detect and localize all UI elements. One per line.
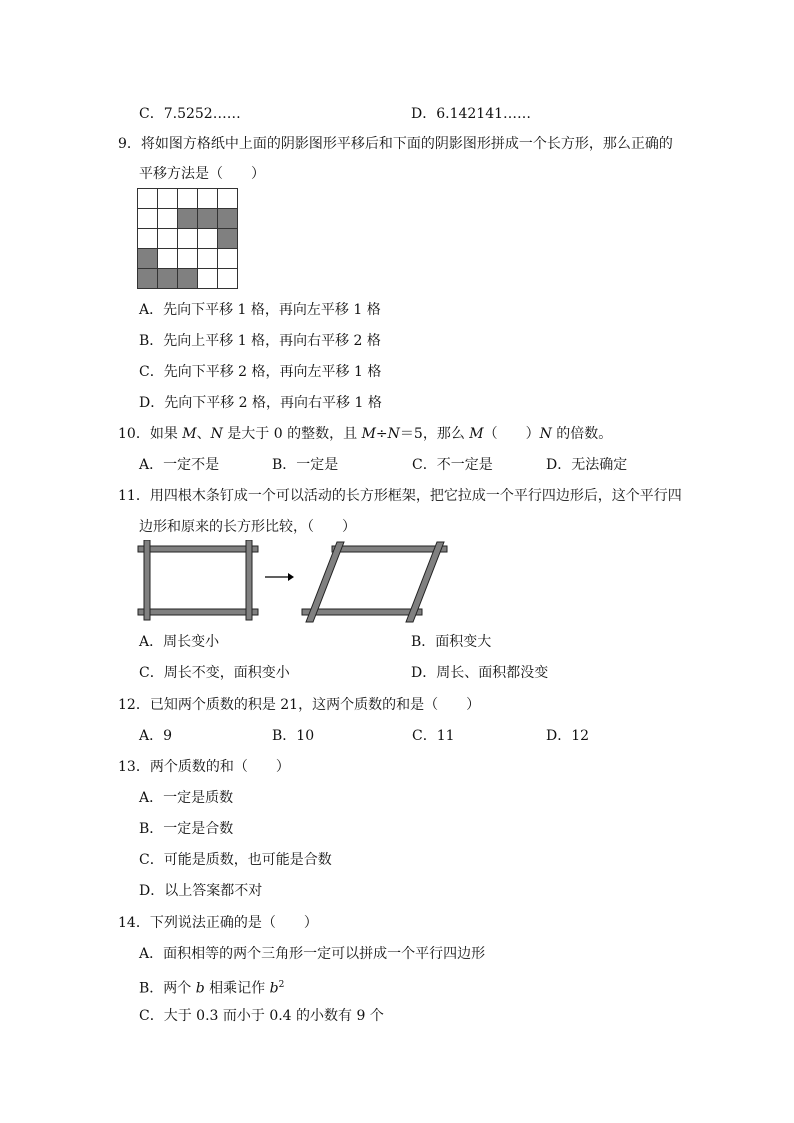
q14-var-b: b — [269, 980, 279, 997]
q12-option-d: D．12 — [546, 728, 590, 744]
q14-option-b-text: B．两个 — [139, 980, 196, 997]
q9-stem-line1: 9．将如图方格纸中上面的阴影图形平移后和下面的阴影图形拼成一个长方形，那么正确的 — [118, 136, 673, 152]
q14-stem: 14．下列说法正确的是（ ） — [118, 915, 318, 931]
q14-var-b: b — [195, 980, 205, 997]
grid-cell — [198, 249, 218, 269]
grid-cell-shaded — [198, 209, 218, 229]
grid-cell — [178, 249, 198, 269]
q14-exponent: 2 — [278, 980, 285, 990]
grid-cell — [138, 209, 158, 229]
grid-cell — [178, 229, 198, 249]
q11-option-d: D．周长、面积都没变 — [411, 665, 549, 681]
q13-option-d: D．以上答案都不对 — [139, 883, 263, 899]
q10-option-c: C．不一定是 — [412, 457, 493, 473]
q14-option-b-text: 相乘记作 — [204, 980, 270, 997]
q10-var-n: N — [539, 426, 552, 442]
grid-cell — [138, 189, 158, 209]
q10-var-n: N — [210, 426, 223, 442]
q9-option-d: D．先向下平移 2 格，再向右平移 1 格 — [139, 395, 382, 411]
q10-var-m: M — [182, 426, 197, 442]
grid-cell — [158, 249, 178, 269]
grid-cell-shaded — [178, 209, 198, 229]
q11-option-a: A．周长变小 — [139, 634, 220, 650]
rectangle-frame — [138, 540, 258, 620]
q10-var-m: M — [469, 426, 484, 442]
q11-stem-line2: 边形和原来的长方形比较，（ ） — [139, 519, 356, 535]
q10-divide-sign: ÷ — [375, 426, 388, 442]
q10-text: 的倍数。 — [551, 426, 613, 442]
q14-option-a: A．面积相等的两个三角形一定可以拼成一个平行四边形 — [139, 946, 486, 962]
q9-option-a: A．先向下平移 1 格，再向左平移 1 格 — [139, 302, 381, 318]
q10-blank: （ ） — [483, 426, 540, 442]
grid-cell — [218, 189, 238, 209]
q10-text: 、 — [196, 426, 211, 442]
grid-cell — [198, 229, 218, 249]
grid-cell — [158, 189, 178, 209]
q9-grid-figure — [137, 188, 238, 289]
q10-text: ＝5，那么 — [399, 426, 470, 442]
q12-stem: 12．已知两个质数的积是 21，这两个质数的和是（ ） — [118, 697, 481, 713]
q11-option-c: C．周长不变，面积变小 — [139, 665, 290, 681]
grid-cell-shaded — [138, 269, 158, 289]
grid-cell — [158, 209, 178, 229]
q12-option-b: B．10 — [272, 728, 315, 744]
q13-stem: 13．两个质数的和（ ） — [118, 759, 290, 775]
q10-var-m: M — [361, 426, 376, 442]
grid-cell — [138, 229, 158, 249]
q13-option-a: A．一定是质数 — [139, 790, 234, 806]
q14-option-c: C．大于 0.3 而小于 0.4 的小数有 9 个 — [139, 1008, 384, 1024]
grid-cell — [218, 249, 238, 269]
parallelogram-frame — [302, 542, 447, 622]
q13-option-b: B．一定是合数 — [139, 821, 234, 837]
q13-option-c: C．可能是质数，也可能是合数 — [139, 852, 332, 868]
grid-cell-shaded — [218, 229, 238, 249]
grid-cell — [218, 269, 238, 289]
q9-option-b: B．先向上平移 1 格，再向右平移 2 格 — [139, 333, 381, 349]
q12-option-c: C．11 — [412, 728, 455, 744]
grid-cell-shaded — [218, 209, 238, 229]
q10-text: 是大于 0 的整数，且 — [222, 426, 362, 442]
q8-option-c: C．7.5252…… — [139, 106, 241, 122]
q9-option-c: C．先向下平移 2 格，再向左平移 1 格 — [139, 364, 382, 380]
q9-stem-line2: 平移方法是（ ） — [139, 166, 265, 182]
q10-option-a: A．一定不是 — [139, 457, 220, 473]
q10-option-b: B．一定是 — [272, 457, 339, 473]
grid-cell — [198, 269, 218, 289]
q8-option-d: D．6.142141…… — [411, 106, 532, 122]
grid-cell-shaded — [158, 269, 178, 289]
grid-cell-shaded — [178, 269, 198, 289]
q14-option-b — [139, 975, 284, 999]
q10-var-n: N — [387, 426, 400, 442]
grid-cell-shaded — [138, 249, 158, 269]
q11-frame-figure — [130, 540, 460, 625]
q10-stem — [118, 424, 612, 444]
grid-cell — [178, 189, 198, 209]
grid-cell — [158, 229, 178, 249]
q11-option-b: B．面积变大 — [411, 634, 492, 650]
q10-text: 10．如果 — [118, 426, 183, 442]
q12-option-a: A．9 — [139, 728, 173, 744]
q10-option-d: D．无法确定 — [546, 457, 628, 473]
arrow-right-icon — [265, 573, 294, 581]
q11-stem-line1: 11．用四根木条钉成一个可以活动的长方形框架，把它拉成一个平行四边形后，这个平行四 — [118, 488, 682, 504]
grid-cell — [198, 189, 218, 209]
